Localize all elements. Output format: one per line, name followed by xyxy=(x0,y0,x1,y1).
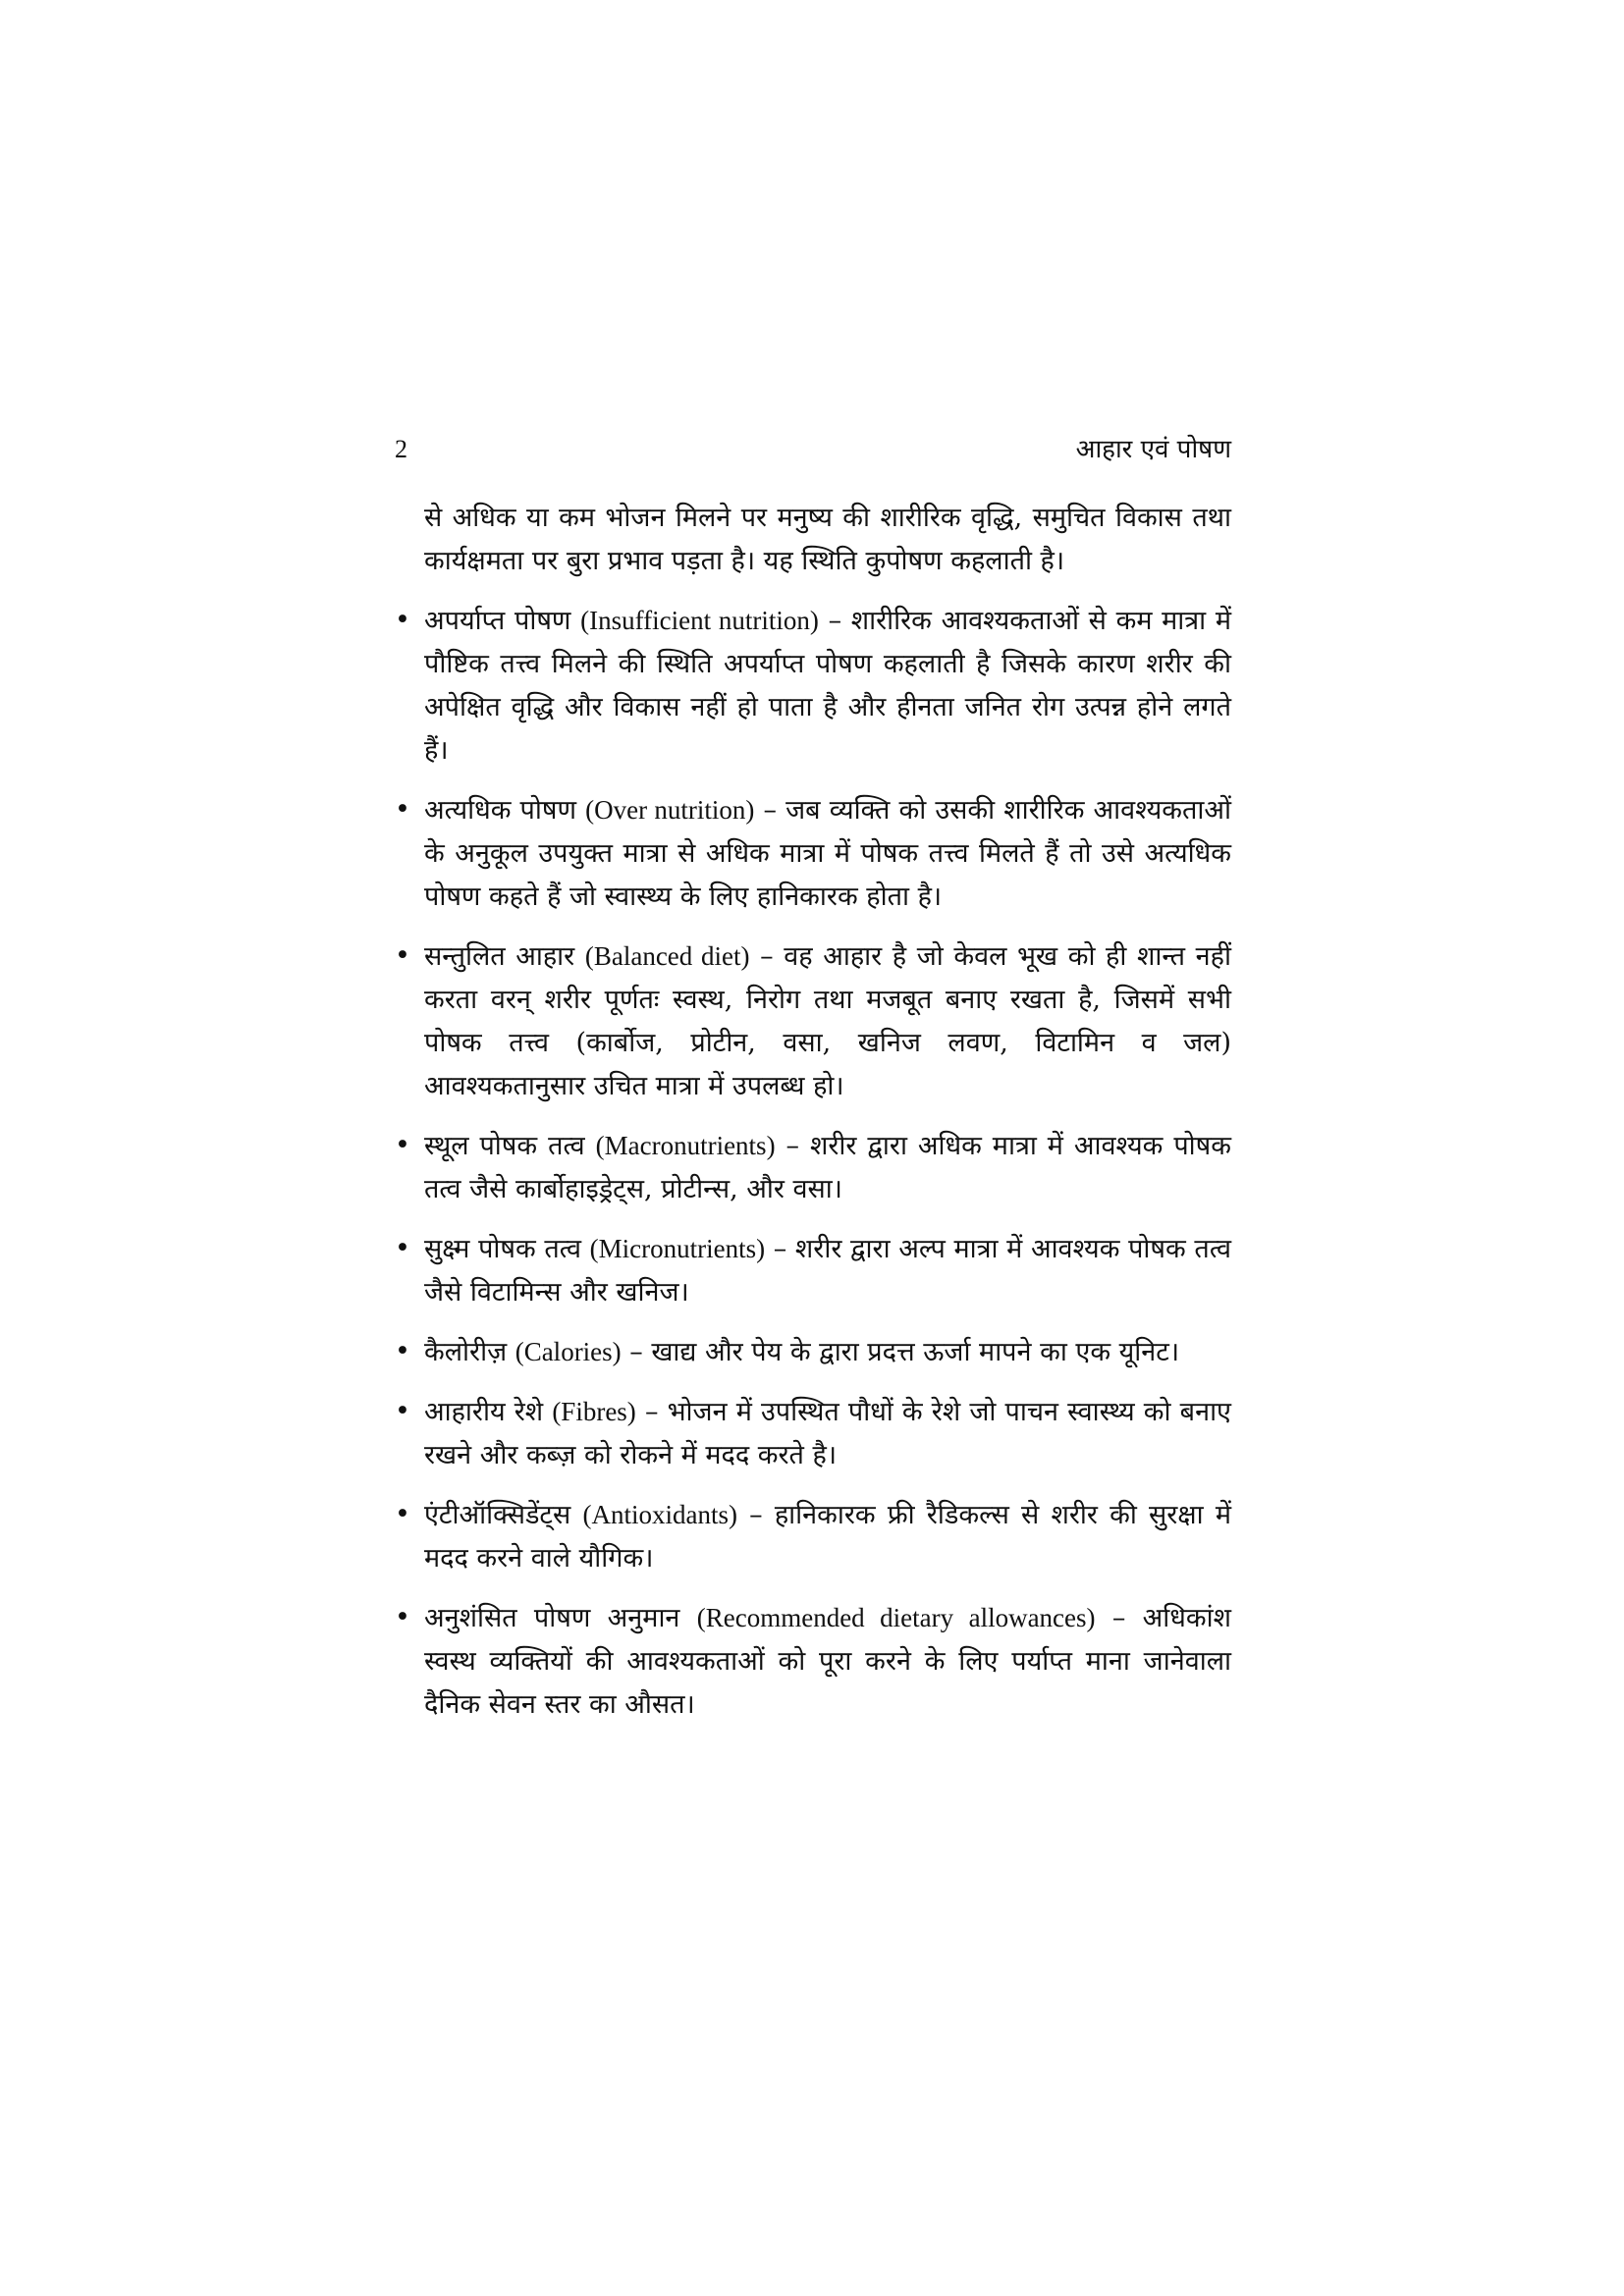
definition-text: – खाद्य और पेय के द्वारा प्रदत्त ऊर्जा मापने का एक यूनिट। xyxy=(629,1337,1180,1367)
page-header xyxy=(395,430,1231,469)
term-english: (Over nutrition) xyxy=(585,795,755,825)
definition-item-balanced-diet xyxy=(395,934,1231,1108)
term: कैलोरीज़ xyxy=(424,1337,508,1367)
definition-text: – जब व्यक्ति को उसकी शारीरिक आवश्यकताओं के अनुकूल उपयुक्त मात्रा से अधिक मात्रा में पोषक तत्त्व मिलते हैं तो उसे अत्यधिक पोषण कहते हैं जो स्वास्थ्य के लिए हानिकारक होता है। xyxy=(424,795,1231,912)
definition-text: – वह आहार है जो केवल भूख को ही शान्त नहीं करता वरन् शरीर पूर्णतः स्वस्थ, निरोग तथा मजबूत बनाए रखता है, जिसमें सभी पोषक तत्त्व (कार्बोज, प्रोटीन, वसा, खनिज लवण, विटामिन व जल) आवश्यकतानुसार उचित मात्रा में उपलब्ध हो। xyxy=(424,941,1231,1101)
definition-text: – अधिकांश स्वस्थ व्यक्तियों की आवश्यकताओं को पूरा करने के लिए पर्याप्त माना जानेवाला दैनिक सेवन स्तर का औसत। xyxy=(424,1603,1231,1720)
definition-list xyxy=(395,599,1231,1727)
page-number: 2 xyxy=(395,435,407,463)
bullet-icon: • xyxy=(395,1396,410,1426)
definition-item-calories xyxy=(395,1330,1231,1374)
intro-paragraph: से अधिक या कम भोजन मिलने पर मनुष्य की शारीरिक वृद्धि, समुचित विकास तथा कार्यक्षमता पर बुरा प्रभाव पड़ता है। यह स्थिति कुपोषण कहलाती है। xyxy=(424,503,1231,576)
term-english: (Balanced diet) xyxy=(584,941,750,971)
running-title: आहार एवं पोषण xyxy=(1075,435,1231,464)
bullet-icon: • xyxy=(395,940,410,971)
term: आहारीय रेशे xyxy=(424,1397,544,1427)
definition-item-antioxidants xyxy=(395,1493,1231,1580)
term-english: (Insufficient nutrition) xyxy=(580,606,819,635)
definition-text: – शरीर द्वारा अधिक मात्रा में आवश्यक पोषक तत्व जैसे कार्बोहाइड्रेट्स, प्रोटीन्स, और वसा। xyxy=(424,1131,1231,1204)
definition-text: – शारीरिक आवश्यकताओं से कम मात्रा में पौष्टिक तत्त्व मिलने की स्थिति अपर्याप्त पोषण कहलाती है जिसके कारण शरीर की अपेक्षित वृद्धि और विकास नहीं हो पाता है और हीनता जनित रोग उत्पन्न होने लगते हैं। xyxy=(424,606,1231,766)
term: सुक्ष्म पोषक तत्व xyxy=(424,1234,581,1264)
term-english: (Antioxidants) xyxy=(582,1500,737,1529)
page-body xyxy=(395,497,1231,1742)
term: एंटीऑक्सिडेंट्स xyxy=(424,1500,571,1530)
definition-item-insufficient-nutrition xyxy=(395,599,1231,773)
term-english: (Macronutrients) xyxy=(595,1131,776,1160)
term-english: (Fibres) xyxy=(552,1397,636,1426)
term-english: (Micronutrients) xyxy=(589,1234,766,1263)
definition-text: – शरीर द्वारा अल्प मात्रा में आवश्यक पोषक तत्व जैसे विटामिन्स और खनिज। xyxy=(424,1234,1231,1308)
bullet-icon: • xyxy=(395,1130,410,1160)
definition-item-recommended-dietary-allowances xyxy=(395,1596,1231,1727)
definition-item-over-nutrition xyxy=(395,788,1231,919)
bullet-icon: • xyxy=(395,1336,410,1366)
bullet-icon: • xyxy=(395,1233,410,1263)
bullet-icon: • xyxy=(395,1499,410,1529)
definition-item-fibres xyxy=(395,1390,1231,1477)
bullet-icon: • xyxy=(395,794,410,825)
term-english: (Recommended dietary allowances) xyxy=(696,1603,1096,1632)
term: अपर्याप्त पोषण xyxy=(424,606,571,636)
definition-text: – हानिकारक फ्री रैडिकल्स से शरीर की सुरक्षा में मदद करने वाले यौगिक। xyxy=(424,1500,1231,1574)
bullet-icon: • xyxy=(395,605,410,635)
definition-text: – भोजन में उपस्थित पौधों के रेशे जो पाचन स्वास्थ्य को बनाए रखने और कब्ज़ को रोकने में मदद करते है। xyxy=(424,1397,1231,1470)
term: अनुशंसित पोषण अनुमान xyxy=(424,1603,680,1633)
term: सन्तुलित आहार xyxy=(424,941,575,972)
term-english: (Calories) xyxy=(514,1337,622,1366)
definition-item-micronutrients xyxy=(395,1227,1231,1314)
definition-item-macronutrients xyxy=(395,1124,1231,1211)
term: स्थूल पोषक तत्व xyxy=(424,1131,585,1161)
term: अत्यधिक पोषण xyxy=(424,795,577,826)
bullet-icon: • xyxy=(395,1602,410,1632)
